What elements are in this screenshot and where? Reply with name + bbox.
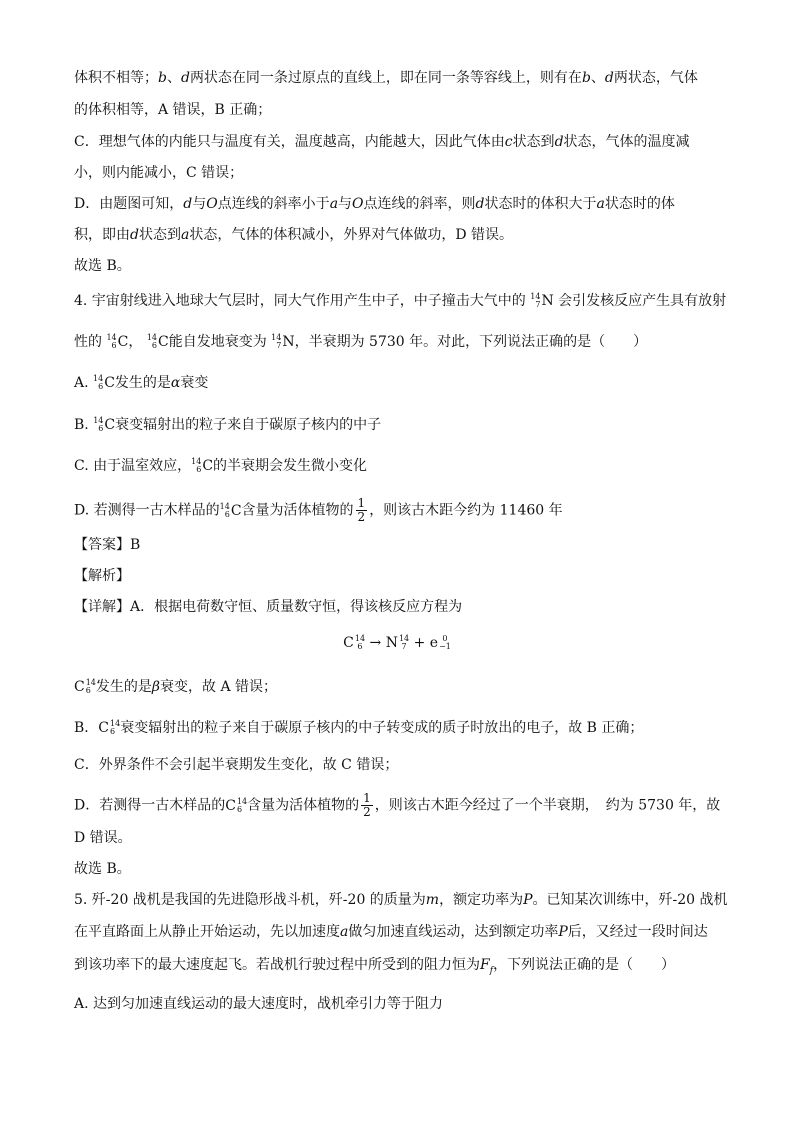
nuclide-c14: 14 6 C [93, 374, 115, 391]
q5-stem-line-1: 5. 歼-20 战机是我国的先进隐形战斗机，歼-20 的质量为m，额定功率为P。已知某次训练中，歼-20 战机 [74, 892, 728, 908]
q4-option-b: B. 14 6 C 衰变辐射出的粒子来自于碳原子核内的中子 [74, 416, 382, 433]
solution-line-5: D．由题图可知，d与O点连线的斜率小于a与O点连线的斜率，则d状态时的体积大于a状态时的体 [74, 196, 675, 212]
solution-line-2: 的体积相等，A 错误，B 正确； [74, 102, 272, 118]
solution-line-3: C．理想气体的内能只与温度有关，温度越高，内能越大，因此气体由c状态到d状态，气体的温度减 [74, 134, 690, 150]
nuclide-c14: 14 6 C [219, 501, 242, 519]
solution-line-4: 小，则内能减小，C 错误； [74, 165, 244, 181]
analysis-label: 【解析】 [74, 568, 130, 584]
q4-option-c: C. 由于温室效应， 14 6 C 的半衰期会发生微小变化 [74, 457, 368, 474]
solution-d: D．若测得一古木样品的 C 14 6 含量为活体植物的 $\frac{1}{2}$ ，则该古木距今经过了一个半衰期， 约为 5730 年，故 [74, 791, 721, 819]
choose-line: 故选 B。 [74, 258, 131, 274]
reaction-equation: C 14 6 → N 14 7 + e 0 −1 [343, 634, 451, 651]
q4-choose: 故选 B。 [74, 861, 131, 877]
detail-line: 【详解】A．根据电荷数守恒、质量数守恒，得该核反应方程为 [74, 599, 463, 615]
nuclide-c14: 14 6 C [191, 457, 214, 474]
nuclide-c14: 14 6 C [146, 333, 169, 350]
solution-line-1: 体积不相等；b、d两状态在同一条过原点的直线上，即在同一条等容线上，则有在b、d两状态，气体 [74, 70, 698, 86]
fraction-one-half: $\frac{1}{2}$ [357, 496, 366, 524]
q5-option-a: A. 达到匀加速直线运动的最大速度时，战机牵引力等于阻力 [74, 996, 444, 1012]
q5-stem-line-2: 在平直路面上从静止开始运动，先以加速度a做匀加速直线运动，达到额定功率P后，又经过一段时间达 [74, 924, 708, 940]
q4-option-d: D. 若测得一古木样品的 14 6 C 含量为活体植物的 $\frac{1}{2}$ ，则该古木距今约为 11460 年 [74, 496, 563, 524]
solution-a: C 14 6 发生的是β衰变，故 A 错误； [74, 678, 278, 695]
q5-stem-line-3: 到该功率下的最大速度起飞。若战机行驶过程中所受到的阻力恒为$F_f$，下列说法正确的是（ ） [74, 957, 676, 976]
q4-option-a: A. 14 6 C 发生的是α衰变 [74, 374, 209, 391]
nuclide-c14: 14 6 C [93, 416, 116, 433]
nuclide-n14: 14 7 N [530, 292, 554, 309]
q4-stem-line-2: 性的 14 6 C ， 14 6 C 能自发地衰变为 14 7 N ，半衰期为 5730 年。对此，下列说法正确的是（ ） [74, 333, 648, 350]
solution-c: C．外界条件不会引起半衰期发生变化，故 C 错误； [74, 757, 399, 773]
solution-d-cont: D 错误。 [74, 830, 132, 846]
solution-line-6: 积，即由d状态到a状态，气体的体积减小，外界对气体做功，D 错误。 [74, 227, 514, 243]
nuclide-c14: 14 6 C [106, 333, 129, 350]
q4-stem-line-1: 4. 宇宙射线进入地球大气层时，同大气作用产生中子，中子撞击大气中的 14 7 N 会引发核反应产生具有放射 [74, 292, 727, 309]
nuclide-n14: 14 7 N [271, 333, 295, 350]
solution-b: B． C 14 6 衰变辐射出的粒子来自于碳原子核内的中子转变成的质子时放出的电子，故 B 正确； [74, 719, 644, 736]
answer-label: 【答案】B [74, 537, 141, 553]
